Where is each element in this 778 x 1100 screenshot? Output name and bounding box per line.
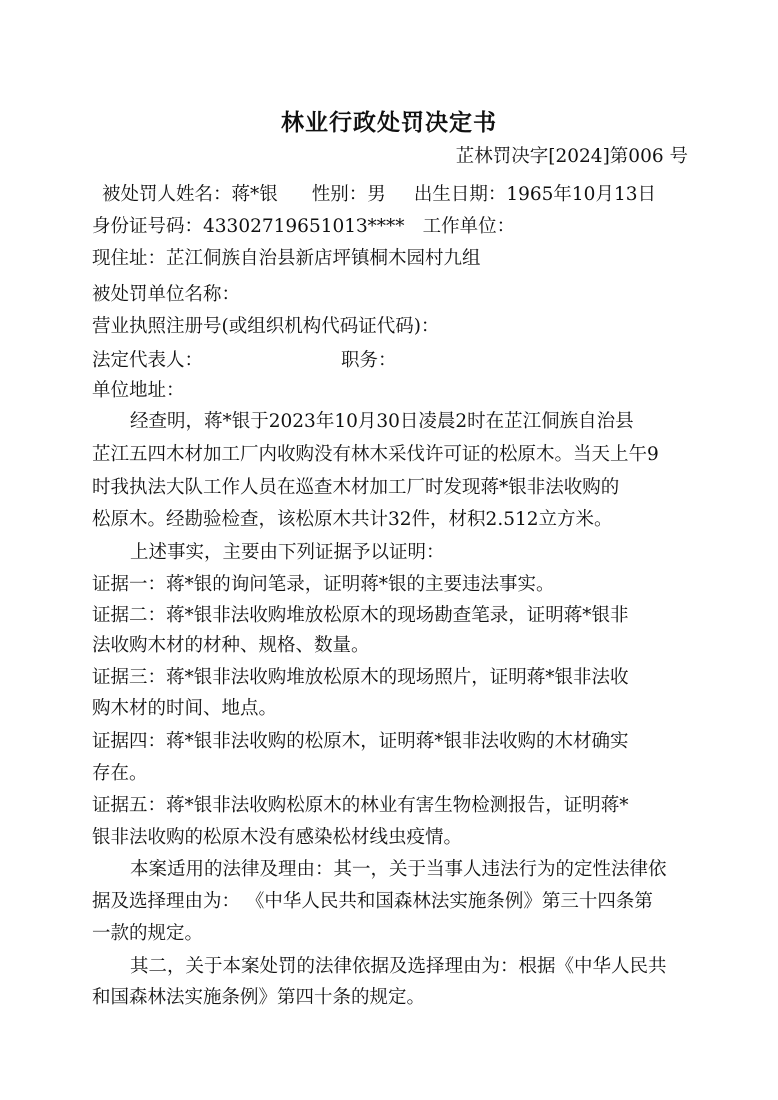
id-row xyxy=(92,215,515,239)
party-id: 4330271965101З**** xyxy=(203,216,405,237)
id-label: 身份证号码： xyxy=(92,216,204,237)
birth-label: 出生日期： xyxy=(413,184,507,205)
fact-line-2: 芷江五四木材加工厂内收购没有林木采伐许可证的松原木。当天上午9 xyxy=(92,444,659,465)
fact-line-1: 经查明，蒋*银于2023年10月30日凌晨2时在芷江侗族自治县 xyxy=(130,411,634,432)
fact-line-3: 时我执法大队工作人员在巡查木材加工厂时发现蒋*银非法收购的 xyxy=(92,477,620,498)
law2-line-1: 其二，关于本案处罚的法律依据及选择理由为：根据《中华人民共 xyxy=(130,956,667,977)
document-title: 林业行政处罚决定书 xyxy=(281,110,497,136)
rep-label: 法定代表人： xyxy=(92,350,204,371)
party-info-row xyxy=(102,183,656,207)
evidence-line-1: 证据一：蒋*银的询问笔录，证明蒋*银的主要违法事实。 xyxy=(92,574,555,595)
document-number: 芷林罚决字[2024]第006 号 xyxy=(455,146,688,167)
evidence-line-4: 证据三：蒋*银非法收购堆放松原木的现场照片，证明蒋*银非法收 xyxy=(92,667,629,688)
gender-label: 性别： xyxy=(311,184,368,205)
evidence-line-3: 法收购木材的材种、规格、数量。 xyxy=(92,635,370,656)
work-label: 工作单位： xyxy=(422,216,516,237)
evidence-line-9: 银非法收购的松原木没有感染松材线虫疫情。 xyxy=(92,827,463,848)
address-label: 现住址： xyxy=(92,248,167,269)
duty-label: 职务： xyxy=(341,350,397,371)
party-name: 蒋*银 xyxy=(231,184,278,205)
law-line-1: 本案适用的法律及理由：其一，关于当事人违法行为的定性法律依 xyxy=(130,859,667,880)
evidence-intro: 上述事实，主要由下列证据予以证明： xyxy=(130,542,445,563)
party-gender: 男 xyxy=(367,184,386,205)
law-line-2: 据及选择理由为： 《中华人民共和国森林法实施条例》第三十四条第 xyxy=(92,891,653,912)
evidence-line-8: 证据五：蒋*银非法收购松原木的林业有害生物检测报告，证明蒋* xyxy=(92,795,629,816)
fact-line-4: 松原木。经勘验检查，该松原木共计32件，材积2.512立方米。 xyxy=(92,509,613,530)
party-address: 芷江侗族自治县新店坪镇桐木园村九组 xyxy=(166,248,481,269)
evidence-line-6: 证据四：蒋*银非法收购的松原木，证明蒋*银非法收购的木材确实 xyxy=(92,731,629,752)
evidence-line-5: 购木材的时间、地点。 xyxy=(92,698,278,719)
unit-license-row: 营业执照注册号(或组织机构代码证代码)： xyxy=(92,316,440,337)
unit-rep-row xyxy=(92,349,397,373)
name-label: 被处罚人姓名： xyxy=(102,184,232,205)
evidence-line-7: 存在。 xyxy=(92,763,148,784)
unit-address-row: 单位地址： xyxy=(92,380,185,401)
unit-name-row: 被处罚单位名称： xyxy=(92,284,241,305)
law2-line-2: 和国森林法实施条例》第四十条的规定。 xyxy=(92,987,426,1008)
address-row xyxy=(92,247,481,271)
party-birth: 1965年10月13日 xyxy=(506,184,656,205)
law-line-3: 一款的规定。 xyxy=(92,923,204,944)
evidence-line-2: 证据二：蒋*银非法收购堆放松原木的现场勘查笔录，证明蒋*银非 xyxy=(92,605,629,626)
